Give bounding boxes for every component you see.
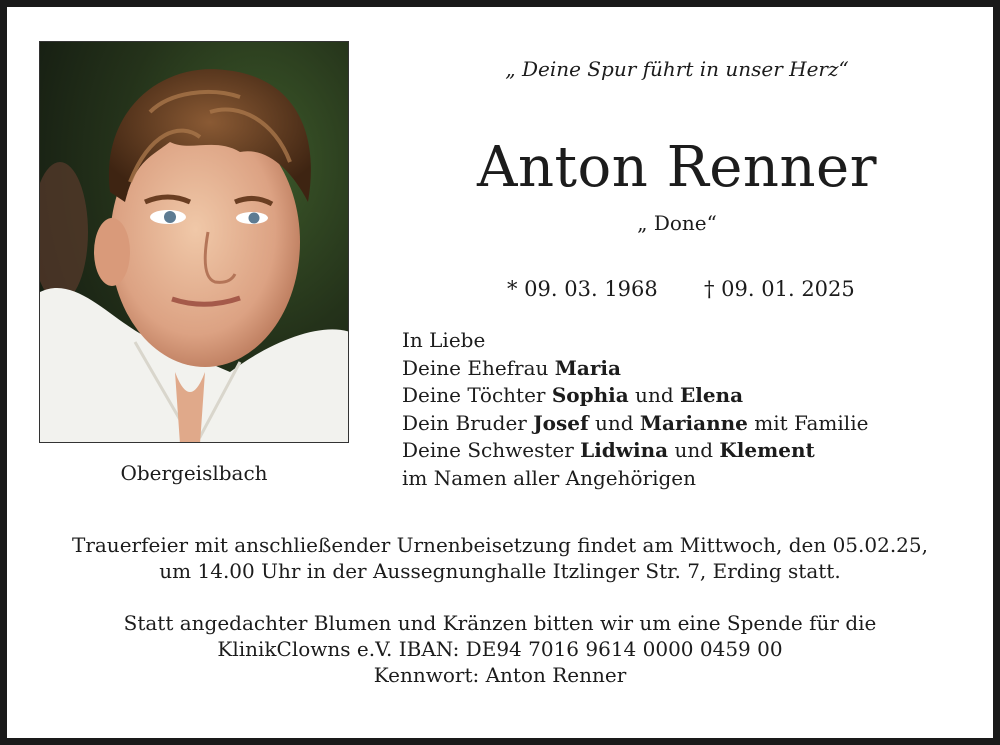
death-date: † 09. 01. 2025 — [704, 277, 855, 301]
portrait-image — [40, 42, 349, 443]
mourners-list — [402, 327, 868, 492]
nickname: „ Done“ — [637, 211, 717, 235]
service-line-1: Trauerfeier mit anschließender Urnenbeisetzung findet am Mittwoch, den 05.02.25, — [71, 533, 928, 557]
service-line-2: um 14.00 Uhr in der Aussegnunghalle Itzlinger Str. 7, Erding statt. — [159, 559, 841, 583]
birth-date: * 09. 03. 1968 — [507, 277, 658, 301]
mourner-line-brother: Dein Bruder Josef und Marianne mit Familie — [402, 410, 869, 435]
obituary-card — [7, 7, 993, 738]
motto: „ Deine Spur führt in unser Herz“ — [505, 57, 849, 81]
funeral-service-notice — [27, 532, 973, 584]
portrait-photo — [39, 41, 349, 443]
donation-line-3: Kennwort: Anton Renner — [373, 663, 627, 687]
mourner-line-daughters: Deine Töchter Sophia und Elena — [402, 383, 744, 407]
donation-notice — [27, 610, 973, 688]
mourners-closing: im Namen aller Angehörigen — [402, 465, 697, 490]
place-of-residence: Obergeislbach — [120, 461, 268, 485]
mourner-line-sister: Deine Schwester Lidwina und Klement — [402, 438, 815, 462]
mourners-intro: In Liebe — [402, 328, 486, 352]
donation-line-1: Statt angedachter Blumen und Kränzen bitten wir um eine Spende für die — [123, 611, 877, 635]
mourner-line-wife: Deine Ehefrau Maria — [402, 355, 621, 380]
deceased-name: Anton Renner — [477, 135, 877, 200]
donation-line-2: KlinikClowns e.V. IBAN: DE94 7016 9614 0000 0459 00 — [217, 637, 783, 661]
